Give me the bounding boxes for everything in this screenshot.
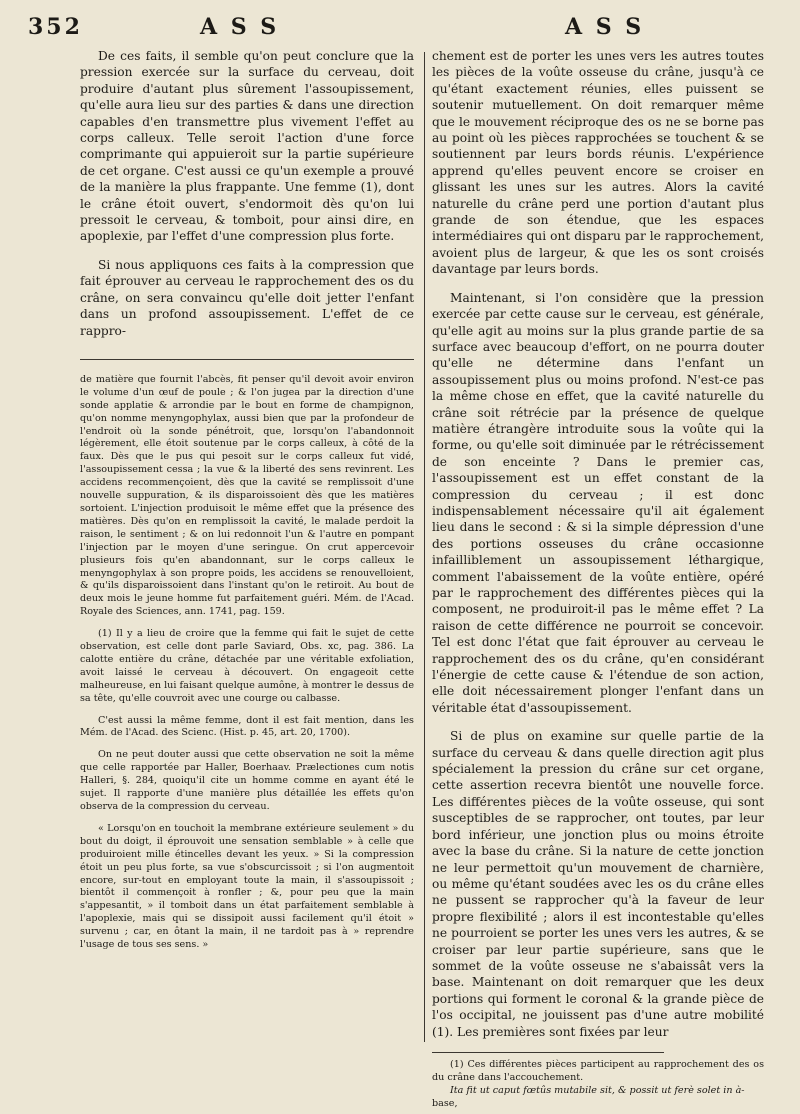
main-paragraph: chement est de porter les unes vers les autres toutes les pièces de la voûte osseuse du crâne, jusqu'à ce qu'étant exactement réunies, elles puissent se soutenir mutuellement. On doit remarquer même que le mouvement réciproque des os ne se borne pas au point où les pièces rapprochées se touchent & se soutiennent par leurs bords réunis. L'expérience apprend qu'elles peuvent encore se croiser en glissant les unes sur les autres. Alors la cavité naturelle du crâne perd une portion d'autant plus grande de son étendue, que les espaces intermédiaires qui ont disparu par le rapprochement, avoient plus de largeur, & que les os sont croisés davantage par leurs bords. [432,49,764,277]
main-paragraph: Maintenant, si l'on considère que la pression exercée par cette cause sur le cerveau, est générale, qu'elle agit au moins sur la plus grande partie de sa surface avec beaucoup d'effort, on ne pourra douter qu'elle ne détermine dans l'enfant un assoupissement plus ou moins profond. N'est-ce pas la même chose en effet, que la cavité naturelle du crâne soit rétrécie par la présence de quelque matière étrangère introduite sous la voûte qui la forme, ou qu'elle soit diminuée par le rétrécissement de son enceinte ? Dans le premier cas, l'assoupissement est un effet constant de la compression du cerveau ; il est donc indispensablement nécessaire qu'il ait également lieu dans le second : & si la simple dépression d'une des portions osseuses du crâne occasionne infailliblement un assoupissement léthargique, comment l'abaissement de la voûte entière, opéré par le rapprochement des différentes pièces qui la composent, ne produiroit-il pas le même effet ? La raison de cette différence ne pourroit se concevoir. Tel est donc l'état que fait éprouver au cerveau le rapprochement des os du crâne, qu'en considérant l'énergie de cette cause & l'étendue de son action, elle doit nécessairement plonger l'enfant dans un véritable état d'assoupissement. [432,290,764,715]
note-quotation: « Lorsqu'on en touchoit la membrane extérieure seulement » du bout du doigt, il éprouvoit une sensation semblable » à celle que produiroient mille étincelles devant les yeux. » Si la compression étoit un peu plus forte, sa vue s'obscurcissoit ; si l'on augmentoit encore, sur-tout en employant toute la main, il s'assoupissoit ; bientôt il commençoit à ronfler ; &, pour peu que la main s'appesantit, » il tomboit dans un état parfaitement semblable à l'apoplexie, mais qui se dissipoit aussi facilement qu'il étoit » survenu ; car, en ôtant la main, il ne tardoit pas à » reprendre l'usage de tous ses sens. » [80,822,414,951]
page-number: 352 [28,14,83,40]
running-head-right: A S S [565,14,645,40]
note-paragraph: (1) Il y a lieu de croire que la femme qui fait le sujet de cette observation, est celle dont parle Saviard, Obs. xc, pag. 386. La calotte entière du crâne, détachée par une véritable exfoliation, avoit laissé le cerveau à découvert. On engageoit cette malheureuse, en lui faisant quelque aumône, à montrer le dessus de sa tête, qu'elle couvroit avec une courge ou calbasse. [80,628,414,704]
right-column [432,48,764,1111]
footnote-quotation: Ita fit ut caput fœtûs mutabile sit, & possit ut ferè solet in à- [450,1084,745,1096]
note-paragraph: C'est aussi la même femme, dont il est fait mention, dans les Mém. de l'Acad. des Scienc. (Hist. p. 45, art. 20, 1700). [80,714,414,739]
main-paragraph: De ces faits, il semble qu'on peut conclure que la pression exercée sur la surface du cerveau, doit produire d'autant plus sûrement l'assoupissement, qu'elle aura lieu sur des parties & dans une direction capables d'en transmettre plus vivement l'effet au corps calleux. Telle seroit l'action d'une force comprimante qui appuieroit sur la partie supérieure de cet organe. C'est aussi ce qu'un exemple a prouvé de la manière la plus frappante. Une femme (1), dont le crâne étoit ouvert, s'endormoit dès qu'on lui pressoit le cerveau, & tomboit, pour ainsi dire, en apoplexie, par l'effet d'une compression plus forte. [80,49,414,244]
running-head-left: A S S [200,14,280,40]
footnote-separator [432,1052,664,1053]
main-paragraph: Si de plus on examine sur quelle partie de la surface du cerveau & dans quelle direction agit plus spécialement la pression du crâne sur cet organe, cette assertion recevra bientôt une nouvelle force. Les différentes pièces de la voûte osseuse, qui sont susceptibles de se rapprocher, ont toutes, par leur bord inférieur, une jonction plus ou moins étroite avec la base du crâne. Si la nature de cette jonction ne leur permettoit qu'un mouvement de charnière, ou même qu'étant soudées avec les os du crâne elles ne pussent se rapprocher qu'à la faveur de leur propre flexibilité ; alors il est incontestable qu'elles ne pourroient se porter les unes vers les autres, & se croiser par leur partie supérieure, sans que le sommet de la voûte osseuse ne s'abaissât vers la base. Maintenant on doit remarquer que les deux portions qui forment le coronal & la grande pièce de l'os occipital, ne jouissent pas d'une autre mobilité (1). Les premières sont fixées par leur [432,729,764,1039]
footnote: (1) Ces différentes pièces participent au rapprochement des os du crâne dans l'accouchement. [432,1058,764,1083]
running-header [0,14,800,44]
note-paragraph: On ne peut douter aussi que cette observation ne soit la même que celle rapportée par Haller, Boerhaav. Prælectiones cum notis Halleri, §. 284, quoiqu'il cite un homme comme en ayant été le sujet. Il rapporte d'une manière plus détaillée les effets qu'on observa de la compression du cerveau. [80,749,414,812]
notes-separator [80,359,414,360]
column-divider [424,52,425,1042]
main-paragraph: Si nous appliquons ces faits à la compression que fait éprouver au cerveau le rapprochement des os du crâne, on sera convaincu qu'elle doit jetter l'enfant dans un profond assoupissement. L'effet de ce rappro- [80,257,414,338]
note-paragraph: de matière que fournit l'abcès, fit penser qu'il devoit avoir environ le volume d'un œuf de poule ; & l'on jugea par la direction d'une sonde applatie & arrondie par le bout en forme de champignon, qu'on nomme menyngophylax, aussi bien que par la profondeur de l'endroit où la sonde pénétroit, que, lorsqu'on l'abandonnoit légèrement, elle étoit soutenue par le corps calleux, à côté de la faux. Dès que le pus qui pesoit sur le corps calleux fut vidé, l'assoupissement cessa ; la vue & la liberté des sens revinrent. Les accidens recommençoient, dès que la cavité se remplissoit d'une nouvelle suppuration, & ils disparoissoient dès que les matières sortoient. L'injection produisoit le même effet que la présence des matières. Dès qu'on en remplissoit la cavité, le malade perdoit la raison, le sentiment ; & on lui redonnoit l'un & l'autre en pompant l'injection par le moyen d'une seringue. On crut appercevoir plusieurs fois qu'en abandonnant, sur le corps calleux le menyngophylax à son propre poids, les accidens se renouvelloient, & qu'ils disparoissoient dans l'instant qu'on le retiroit. Au bout de deux mois le jeune homme fut parfaitement guéri. Mém. de l'Acad. Royale des Sciences, ann. 1741, pag. 159. [80,373,414,618]
catchword: base, [432,1097,458,1109]
left-column [80,48,414,952]
